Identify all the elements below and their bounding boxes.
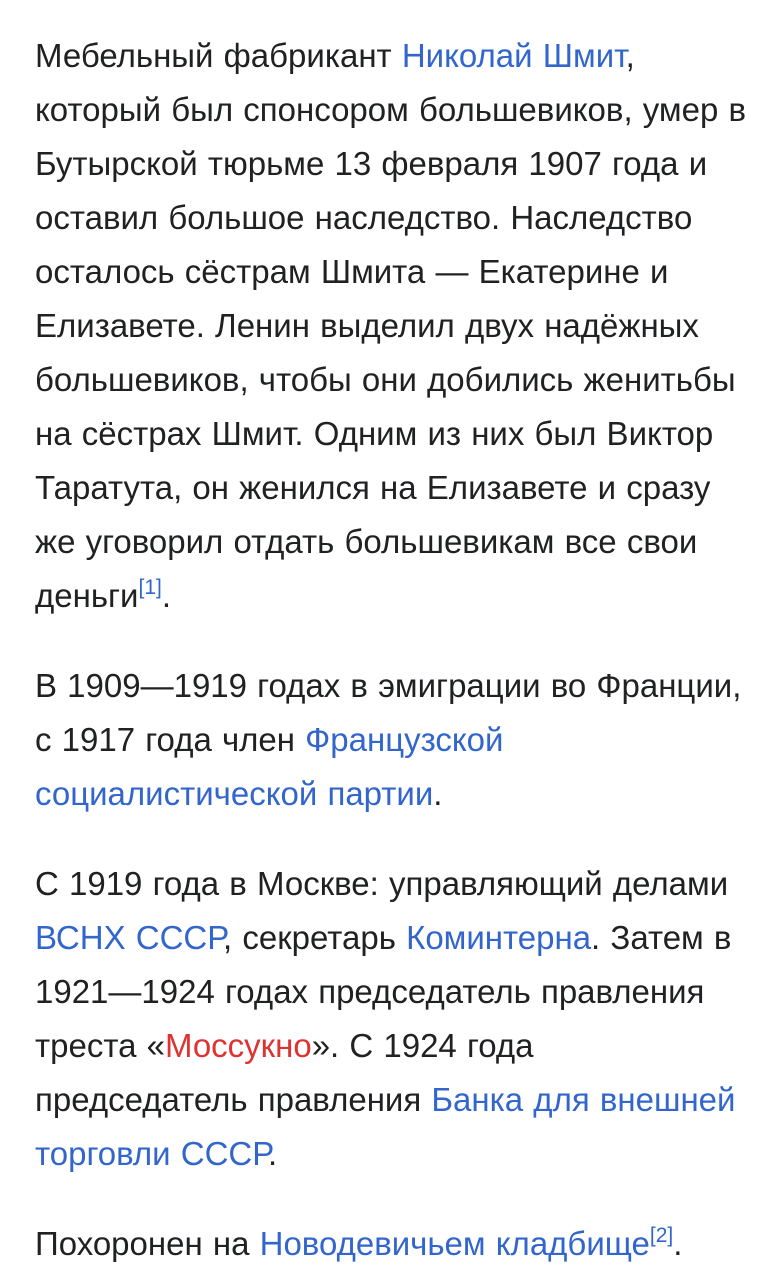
- reference-1[interactable]: [1]: [138, 575, 162, 599]
- text-run: . Затем в 1921—1924 годах председатель правления треста «: [35, 919, 732, 1064]
- text-run: ». С 1924 года председатель правления: [35, 1027, 534, 1118]
- text-run: Похоронен на: [35, 1225, 260, 1262]
- link-komintern[interactable]: Коминтерна: [406, 919, 592, 956]
- paragraph: [35, 29, 752, 623]
- text-run: , секретарь: [223, 919, 407, 956]
- paragraph: [35, 857, 752, 1181]
- text-run: С 1919 года в Москве: управляющий делами: [35, 865, 729, 902]
- text-run: Мебельный фабрикант: [35, 37, 402, 74]
- link-novodevichy-cemetery[interactable]: Новодевичьем кладбище: [259, 1225, 650, 1262]
- text-run: .: [433, 775, 443, 812]
- link-french-socialist-party[interactable]: Французской социалистической партии: [35, 721, 504, 812]
- reference-2[interactable]: [2]: [649, 1223, 674, 1247]
- paragraph: [35, 659, 752, 821]
- text-run: .: [161, 577, 172, 614]
- redlink-mossukno[interactable]: Моссукно: [164, 1027, 312, 1064]
- reference-superscript: [650, 1224, 673, 1247]
- link-nikolay-shmit[interactable]: Николай Шмит: [401, 37, 626, 74]
- text-run: В 1909—1919 годах в эмиграции во Франции, с 1917 года член: [35, 667, 742, 758]
- paragraph: [35, 1217, 752, 1271]
- text-run: .: [673, 1225, 683, 1262]
- reference-superscript: [139, 576, 162, 599]
- link-vneshtorgbank[interactable]: Банка для внешней торговли СССР: [35, 1081, 736, 1172]
- text-run: .: [268, 1135, 278, 1172]
- text-run: , который был спонсором большевиков, умер в Бутырской тюрьме 13 февраля 1907 года и оставил большое наследство. Наследство осталось сёстрам Шмита — Екатерине и Елизавете. Ленин выделил двух надёжных большевиков, чтобы они добились женитьбы на сёстрах Шмит. Одним из них был Виктор Таратута, он женился на Елизавете и сразу же уговорил отдать большевикам все свои деньги: [35, 37, 747, 614]
- link-vsnh-sssr[interactable]: ВСНХ СССР: [35, 919, 224, 956]
